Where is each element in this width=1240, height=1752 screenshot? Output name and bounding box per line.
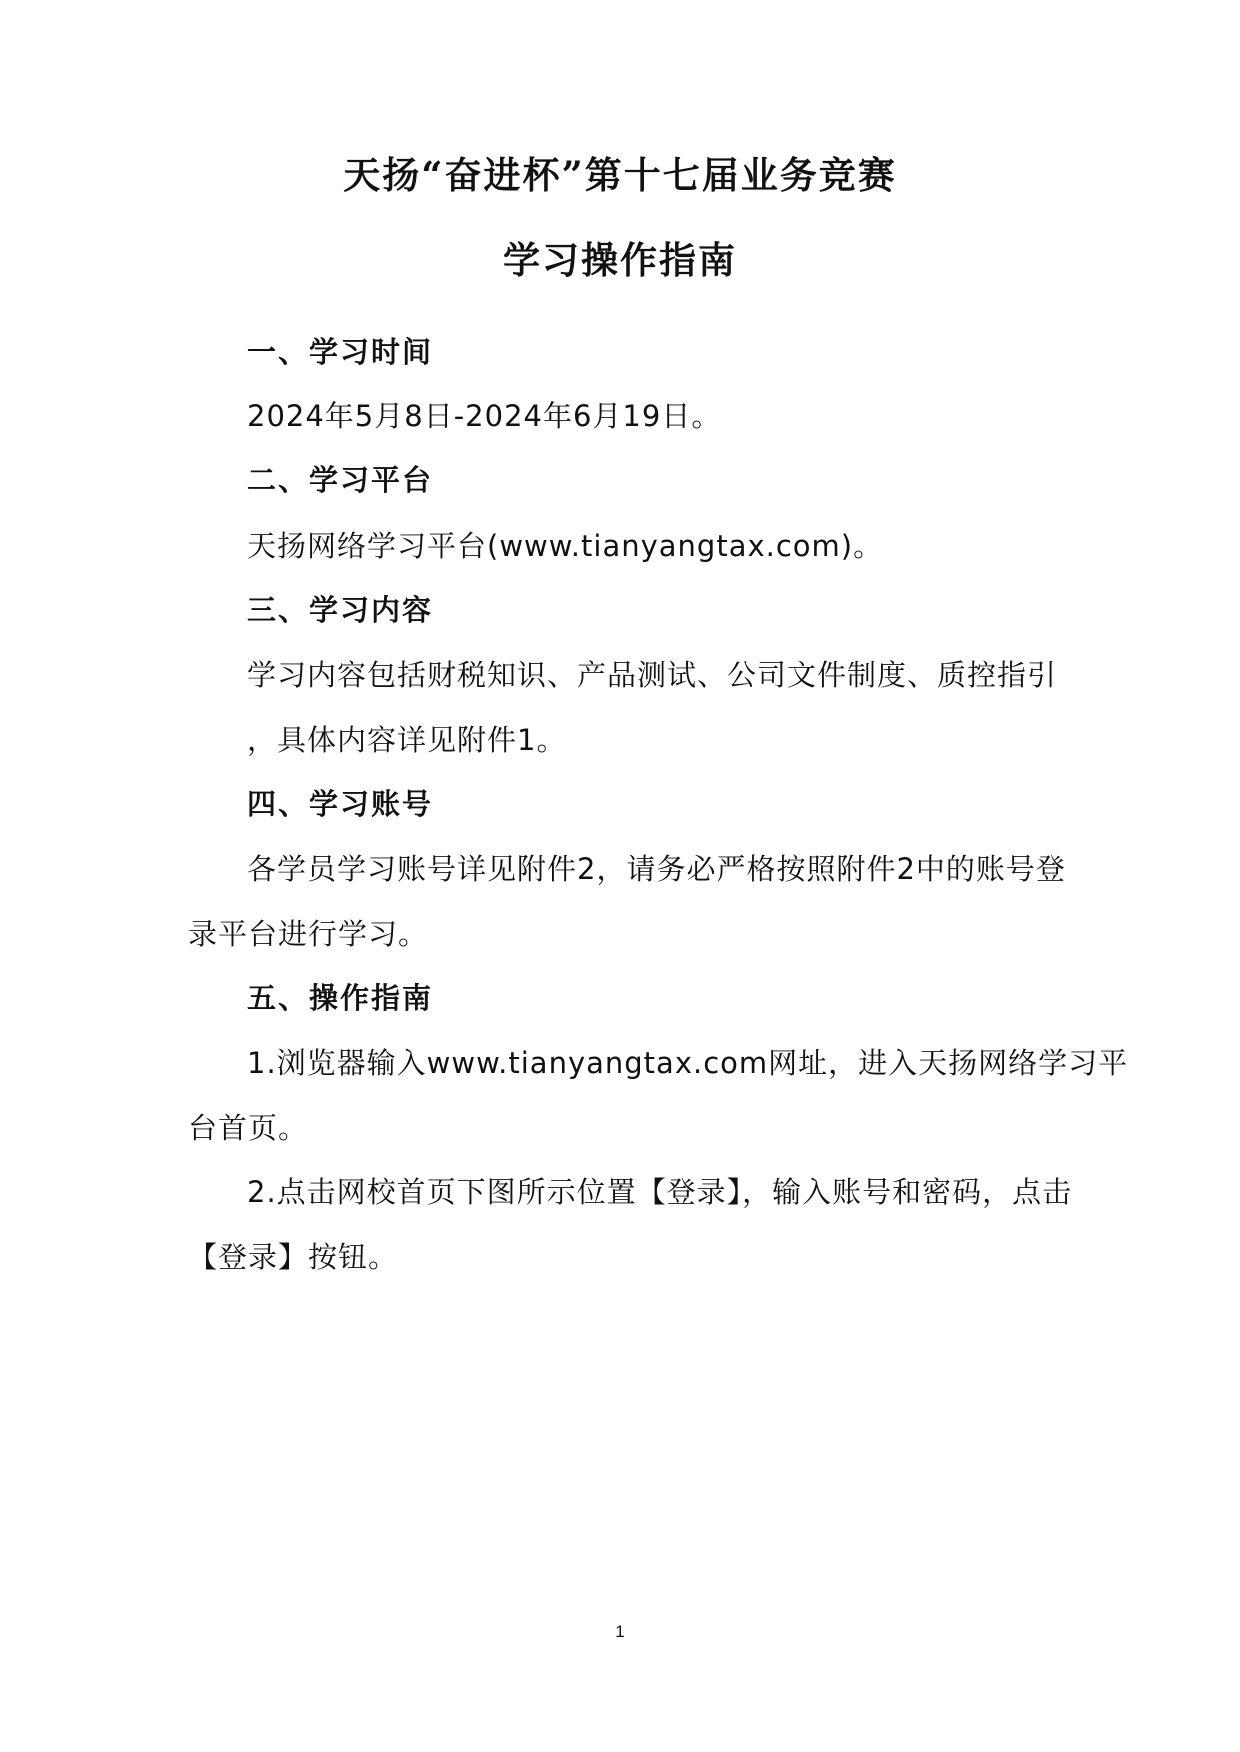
study-content-text-line2: ，具体内容详见附件1。	[247, 723, 567, 757]
section-heading-study-content: 三、学习内容	[247, 593, 434, 627]
section-heading-study-platform: 二、学习平台	[247, 463, 434, 497]
operation-step-1-line2: 台首页。	[188, 1111, 309, 1145]
section-heading-operation-guide: 五、操作指南	[247, 981, 434, 1015]
section-heading-study-time: 一、学习时间	[247, 335, 434, 369]
study-time-text: 2024年5月8日-2024年6月19日。	[247, 399, 722, 433]
section-heading-study-account: 四、学习账号	[247, 787, 434, 821]
page-number: 1	[615, 1622, 625, 1641]
study-platform-text: 天扬网络学习平台(www.tianyangtax.com)。	[247, 529, 884, 563]
study-content-text-line1: 学习内容包括财税知识、产品测试、公司文件制度、质控指引	[247, 658, 1058, 692]
document-title: 天扬“奋进杯”第十七届业务竞赛	[343, 153, 897, 197]
operation-step-2-line1: 2.点击网校首页下图所示位置【登录】，输入账号和密码，点击	[247, 1175, 1073, 1209]
operation-step-2-line2: 【登录】按钮。	[188, 1240, 399, 1274]
study-account-text-line1: 各学员学习账号详见附件2，请务必严格按照附件2中的账号登	[247, 852, 1066, 886]
operation-step-1-line1: 1.浏览器输入www.tianyangtax.com网址，进入天扬网络学习平	[247, 1046, 1129, 1080]
document-subtitle: 学习操作指南	[503, 238, 737, 282]
study-account-text-line2: 录平台进行学习。	[188, 917, 429, 951]
